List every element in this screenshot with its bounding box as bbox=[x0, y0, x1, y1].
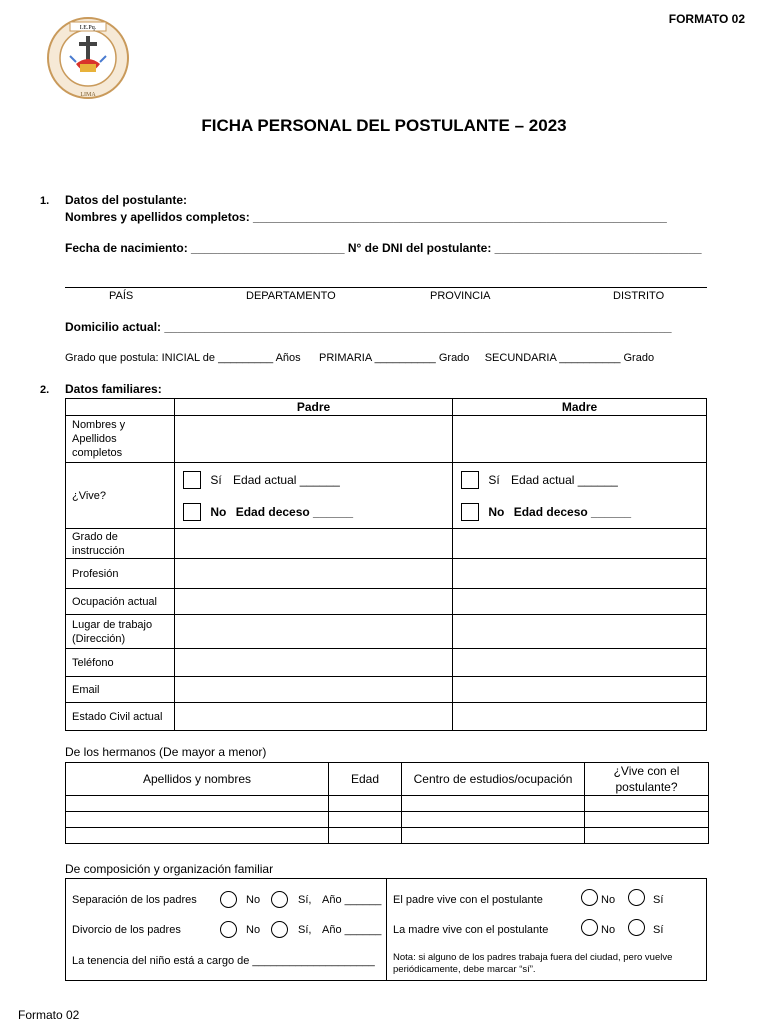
row-label-names: Nombres y Apellidos completos bbox=[66, 416, 175, 463]
mother-email-cell[interactable] bbox=[453, 677, 707, 703]
siblings-table bbox=[65, 762, 709, 844]
mother-occupation-cell[interactable] bbox=[453, 589, 707, 615]
table-row bbox=[66, 796, 709, 812]
mother-alive-cell: Sí Edad actual ______ No Edad deceso ______ bbox=[453, 463, 707, 529]
grade-field[interactable]: Grado que postula: INICIAL de _________ Años PRIMARIA __________ Grado SECUNDARIA __________ Grado bbox=[65, 352, 655, 364]
father-civil-cell[interactable] bbox=[175, 703, 453, 731]
col-lives-with: ¿Vive con el postulante? bbox=[585, 763, 709, 796]
footer-format-label: Formato 02 bbox=[18, 1008, 80, 1022]
school-logo bbox=[46, 16, 130, 100]
col-names: Apellidos y nombres bbox=[66, 763, 329, 796]
mother-names-cell[interactable] bbox=[453, 416, 707, 463]
label-district: DISTRITO bbox=[613, 290, 665, 302]
table-row bbox=[66, 812, 709, 828]
row-label-occupation: Ocupación actual bbox=[66, 589, 175, 615]
mother-workplace-cell[interactable] bbox=[453, 615, 707, 649]
col-age: Edad bbox=[329, 763, 402, 796]
section2-heading: Datos familiares: bbox=[65, 382, 162, 396]
names-field[interactable]: Nombres y apellidos completos: ______________________________________________________________ bbox=[65, 210, 667, 224]
father-alive-cell: Sí Edad actual ______ No Edad deceso ______ bbox=[175, 463, 453, 529]
father-no-checkbox[interactable] bbox=[183, 503, 201, 521]
father-phone-cell[interactable] bbox=[175, 649, 453, 677]
separation-no-radio[interactable] bbox=[220, 891, 237, 908]
section2-number: 2. bbox=[40, 384, 50, 396]
origin-line[interactable] bbox=[65, 287, 707, 288]
divorce-year-field[interactable]: Año ______ bbox=[322, 924, 382, 936]
row-label-civil: Estado Civil actual bbox=[66, 703, 175, 731]
mother-instruction-cell[interactable] bbox=[453, 529, 707, 559]
father-occupation-cell[interactable] bbox=[175, 589, 453, 615]
page-title: FICHA PERSONAL DEL POSTULANTE – 2023 bbox=[201, 116, 567, 135]
row-label-profession: Profesión bbox=[66, 559, 175, 589]
separation-si-radio[interactable] bbox=[271, 891, 288, 908]
col-studies: Centro de estudios/ocupación bbox=[402, 763, 585, 796]
row-label-instruction: Grado de instrucción bbox=[66, 529, 175, 559]
composition-table bbox=[65, 878, 707, 981]
separation-year-field[interactable]: Año ______ bbox=[322, 894, 382, 906]
mother-civil-cell[interactable] bbox=[453, 703, 707, 731]
father-instruction-cell[interactable] bbox=[175, 529, 453, 559]
mother-si-checkbox[interactable] bbox=[461, 471, 479, 489]
section1-heading: Datos del postulante: bbox=[65, 193, 188, 207]
mother-no-checkbox[interactable] bbox=[461, 503, 479, 521]
birth-dni-field[interactable]: Fecha de nacimiento: _______________________ N° de DNI del postulante: _______________________________ bbox=[65, 241, 702, 255]
mother-lives-si-radio[interactable] bbox=[628, 919, 645, 936]
custody-field[interactable]: La tenencia del niño está a cargo de ____________________ bbox=[72, 955, 375, 967]
mother-profession-cell[interactable] bbox=[453, 559, 707, 589]
col-padre: Padre bbox=[175, 399, 453, 416]
mother-phone-cell[interactable] bbox=[453, 649, 707, 677]
composition-note: Nota: si alguno de los padres trabaja fuera del ciudad, pero vuelve periódicamente, debe marcar “sí”. bbox=[393, 952, 673, 975]
composition-right-cell: El padre vive con el postulante No Sí La madre vive con el postulante No Sí Nota: si alguno de los padres trabaja fuera del ciudad, pero vuelve periódicamente, debe marcar “sí”. bbox=[387, 879, 707, 981]
father-lives-no-radio[interactable] bbox=[581, 889, 598, 906]
composition-left-cell: Separación de los padres No Sí, Año ______ Divorcio de los padres No Sí, Año ______ La tenencia del niño está a cargo de ____________________ bbox=[66, 879, 387, 981]
mother-lives-no-radio[interactable] bbox=[581, 919, 598, 936]
family-table bbox=[65, 398, 707, 731]
father-names-cell[interactable] bbox=[175, 416, 453, 463]
mother-lives-label: La madre vive con el postulante bbox=[393, 924, 549, 936]
divorce-si-radio[interactable] bbox=[271, 921, 288, 938]
label-department: DEPARTAMENTO bbox=[246, 290, 336, 302]
siblings-heading: De los hermanos (De mayor a menor) bbox=[65, 745, 267, 759]
separation-label: Separación de los padres bbox=[72, 894, 197, 906]
row-label-email: Email bbox=[66, 677, 175, 703]
divorce-no-radio[interactable] bbox=[220, 921, 237, 938]
father-lives-si-radio[interactable] bbox=[628, 889, 645, 906]
label-province: PROVINCIA bbox=[430, 290, 491, 302]
col-madre: Madre bbox=[453, 399, 707, 416]
address-field[interactable]: Domicilio actual: ____________________________________________________________________________ bbox=[65, 320, 672, 334]
divorce-label: Divorcio de los padres bbox=[72, 924, 181, 936]
row-label-alive: ¿Vive? bbox=[66, 463, 175, 529]
section1-number: 1. bbox=[40, 195, 50, 207]
row-label-phone: Teléfono bbox=[66, 649, 175, 677]
father-si-checkbox[interactable] bbox=[183, 471, 201, 489]
father-profession-cell[interactable] bbox=[175, 559, 453, 589]
father-workplace-cell[interactable] bbox=[175, 615, 453, 649]
label-country: PAÍS bbox=[109, 290, 134, 302]
svg-text:I.E.Pq.: I.E.Pq. bbox=[79, 25, 97, 31]
row-label-workplace: Lugar de trabajo (Dirección) bbox=[66, 615, 175, 649]
format-label: FORMATO 02 bbox=[668, 12, 745, 26]
father-lives-label: El padre vive con el postulante bbox=[393, 894, 543, 906]
father-email-cell[interactable] bbox=[175, 677, 453, 703]
table-row bbox=[66, 828, 709, 844]
composition-heading: De composición y organización familiar bbox=[65, 862, 274, 876]
svg-text:LIMA: LIMA bbox=[80, 92, 96, 98]
